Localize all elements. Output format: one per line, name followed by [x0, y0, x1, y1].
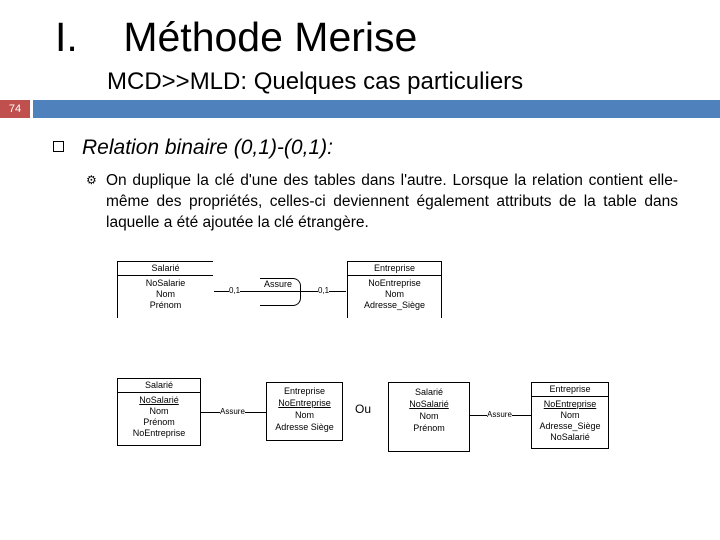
attr: Nom	[560, 410, 580, 420]
attr: Prénom	[143, 417, 175, 427]
or-label: Ou	[355, 402, 372, 416]
mcd-entity-entreprise	[347, 261, 442, 318]
attr: NoSalarié	[550, 432, 590, 442]
mld1-table-salarie	[117, 378, 201, 446]
attr: Adresse Siège	[275, 422, 334, 432]
primary-key: NoEntreprise	[543, 399, 597, 409]
gear-bullet-icon: ⚙	[86, 173, 97, 187]
attr: Nom	[384, 289, 404, 299]
slide-title: I. Méthode Merise	[55, 14, 418, 60]
bullet-text: On duplique la clé d'une des tables dans l'autre. Lorsque la relation contient elle-même des propriétés, celles-ci deviennent également attributs de la table dans laquelle a été ajoutée la clé étrangère.	[106, 172, 678, 231]
mld2-table-salarie	[388, 382, 470, 452]
slide-number: 74	[0, 100, 30, 118]
mcd-entity-salarie	[117, 261, 213, 318]
primary-key: NoSalarié	[409, 399, 449, 409]
cardinality-left: 0,1	[229, 286, 241, 295]
attr: NoSalarie	[145, 278, 186, 288]
primary-key: NoSalarié	[139, 395, 179, 405]
attr: NoEntreprise	[368, 278, 421, 288]
entity-name: Entreprise	[348, 262, 441, 276]
table-name: Salarié	[118, 379, 200, 393]
table-name: Salarié	[414, 387, 443, 397]
attr: Adresse_Siège	[539, 421, 601, 431]
mld2-table-entreprise	[531, 382, 609, 449]
table-name: Entreprise	[532, 383, 608, 397]
association-label: Assure	[264, 279, 293, 289]
entity-name: Salarié	[118, 262, 213, 276]
table-name: Entreprise	[283, 386, 326, 396]
cardinality-right: 0,1	[318, 286, 330, 295]
attr: Prénom	[149, 300, 182, 310]
mld1-table-entreprise	[266, 382, 343, 441]
square-bullet-icon	[53, 141, 64, 152]
primary-key: NoEntreprise	[278, 398, 331, 408]
attr: Nom	[294, 410, 314, 420]
header-bar	[33, 100, 720, 118]
attr: Prénom	[413, 423, 445, 433]
attr: Adresse_Siège	[363, 300, 426, 310]
attr: Nom	[155, 289, 175, 299]
attr: Nom	[149, 406, 169, 416]
link-label: Assure	[220, 407, 245, 416]
bullet-heading: Relation binaire (0,1)-(0,1):	[82, 136, 333, 159]
attr: Nom	[419, 411, 439, 421]
slide-subtitle: MCD>>MLD: Quelques cas particuliers	[107, 68, 524, 95]
attr: NoEntreprise	[132, 428, 186, 438]
link-label: Assure	[487, 410, 512, 419]
